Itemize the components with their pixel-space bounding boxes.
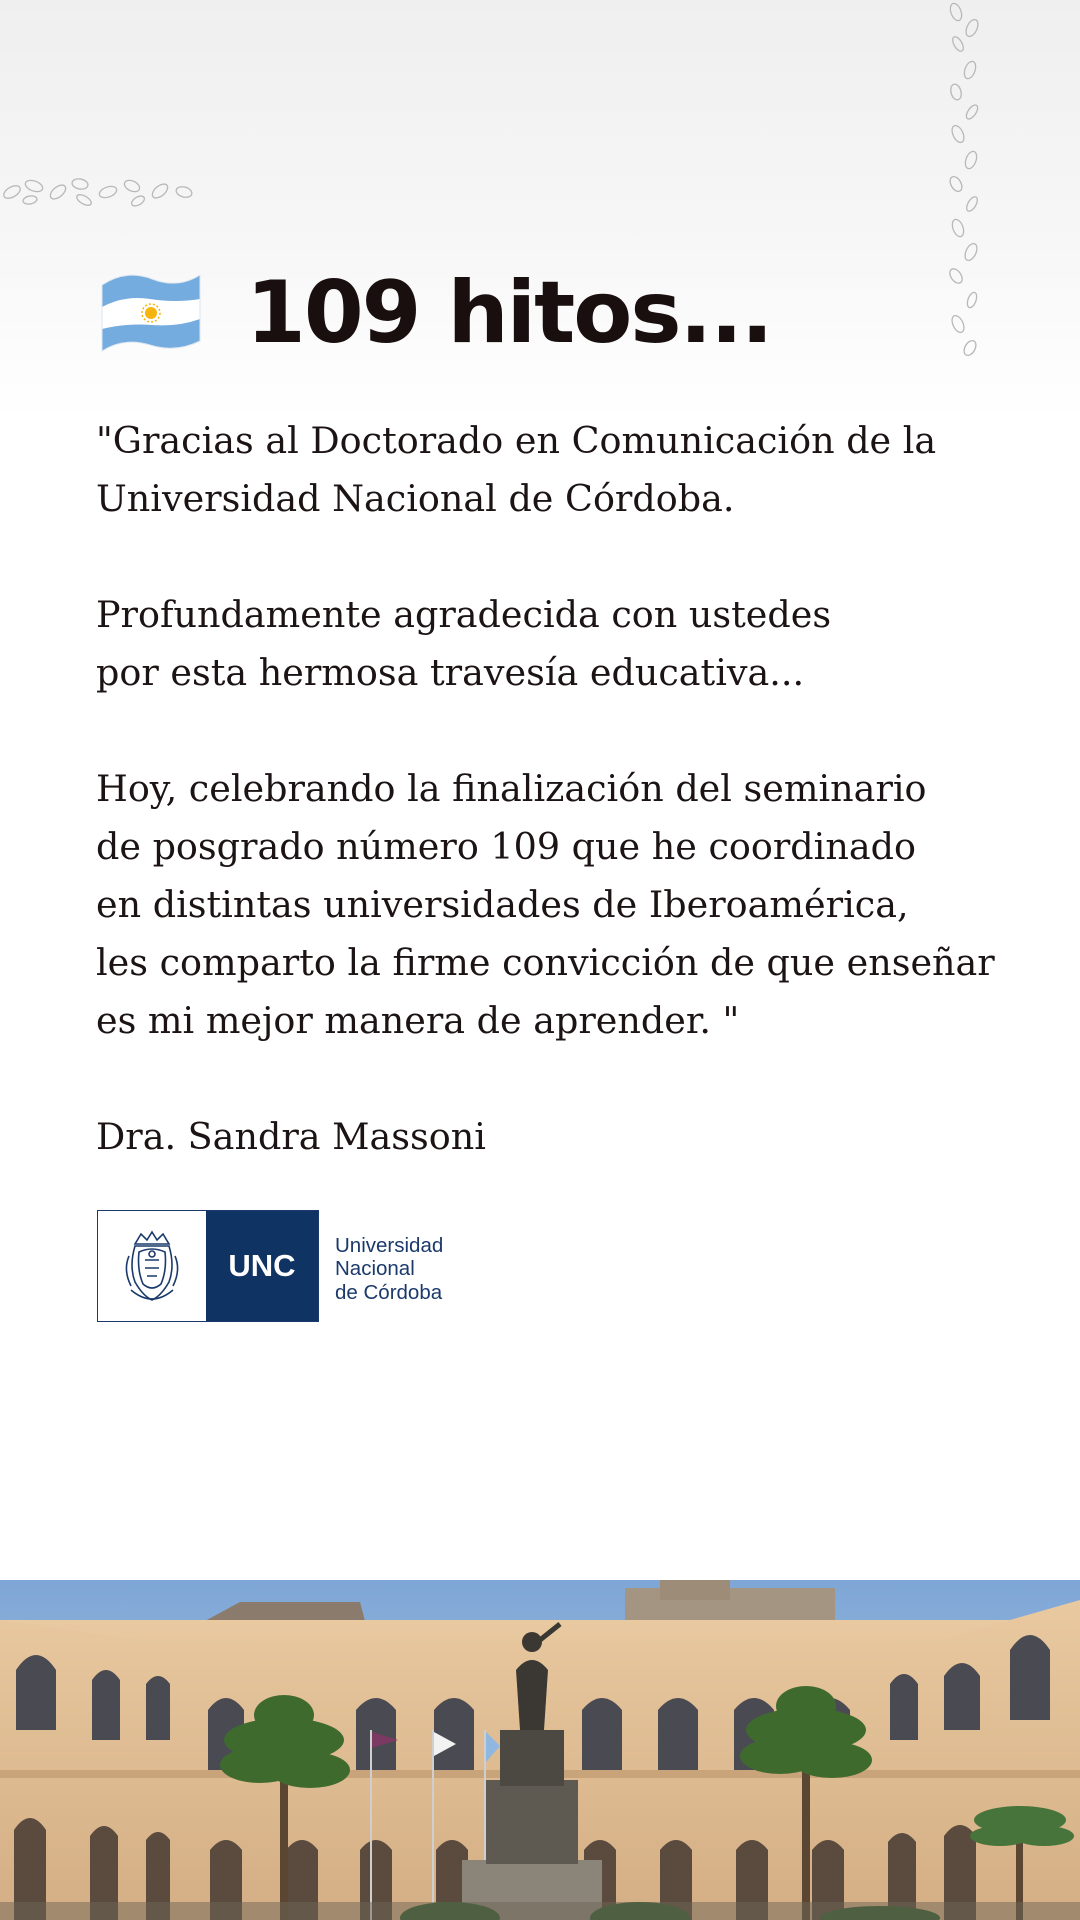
title-row (96, 258, 772, 368)
logo-box (97, 1210, 319, 1322)
university-seal-icon (98, 1211, 206, 1321)
message-paragraph: Hoy, celebrando la finalización del seminario de posgrado número 109 que he coordinado en distintas universidades de Iberoamérica, les comparto la firme convicción de que enseñar es mi mejor manera de aprender. " (96, 767, 995, 1042)
university-courtyard-photo (0, 1580, 1080, 1920)
signature: Dra. Sandra Massoni (96, 1115, 486, 1158)
logo-acronym: UNC (206, 1211, 318, 1321)
message-paragraph: Profundamente agradecida con ustedes por esta hermosa travesía educativa... (96, 593, 832, 694)
leaf-pattern-decoration (0, 172, 200, 212)
message-body (96, 412, 1036, 1224)
logo-name (335, 1228, 443, 1305)
logo-name-line: Nacional (335, 1257, 415, 1281)
argentina-flag-icon (96, 267, 204, 359)
leaf-pattern-decoration (944, 0, 986, 372)
page-title: 109 hitos... (246, 263, 772, 363)
unc-logo (97, 1210, 443, 1322)
logo-name-line: Universidad (335, 1233, 444, 1257)
logo-name-line: de Córdoba (335, 1280, 443, 1304)
message-paragraph: "Gracias al Doctorado en Comunicación de la Universidad Nacional de Córdoba. (96, 419, 937, 520)
